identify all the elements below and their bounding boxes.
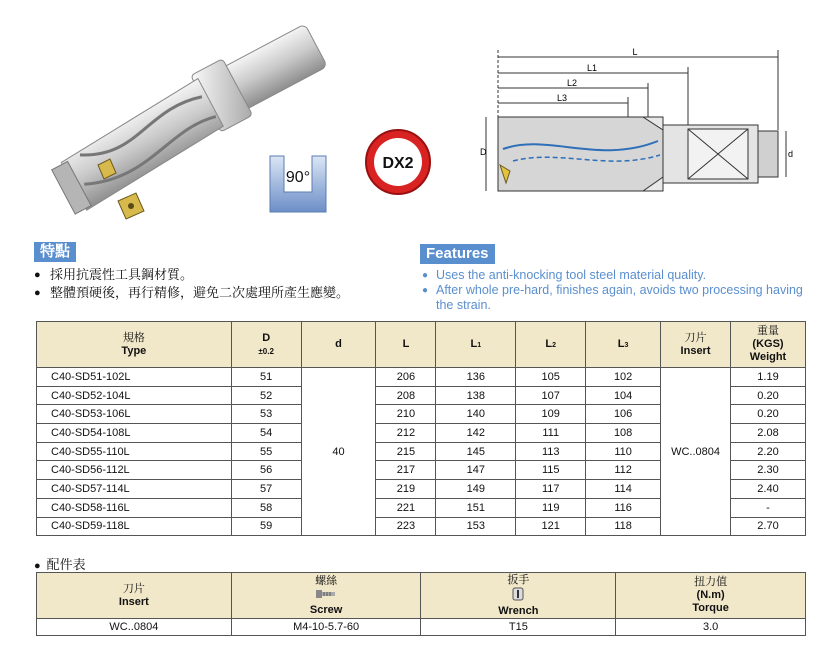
features-en-list bbox=[422, 268, 822, 313]
L3-cell: 112 bbox=[586, 461, 661, 480]
type-cell: C40-SD55-110L bbox=[37, 442, 232, 461]
L-cell: 210 bbox=[376, 405, 436, 424]
L-cell: 208 bbox=[376, 386, 436, 405]
L2-cell: 113 bbox=[516, 442, 586, 461]
L3-cell: 118 bbox=[586, 517, 661, 536]
col-L3: L3 bbox=[586, 322, 661, 368]
weight-cell: 1.19 bbox=[731, 368, 806, 387]
dx2-grade-badge-icon bbox=[364, 128, 432, 196]
L3-cell: 110 bbox=[586, 442, 661, 461]
table-row bbox=[37, 619, 806, 636]
grade-label: DX2 bbox=[382, 155, 414, 172]
L-cell: 223 bbox=[376, 517, 436, 536]
L2-cell: 111 bbox=[516, 424, 586, 443]
type-cell: C40-SD54-108L bbox=[37, 424, 232, 443]
col-L1: L1 bbox=[436, 322, 516, 368]
type-cell: C40-SD53-106L bbox=[37, 405, 232, 424]
d-cell: 40 bbox=[301, 368, 376, 536]
weight-cell: 2.30 bbox=[731, 461, 806, 480]
L2-cell: 119 bbox=[516, 498, 586, 517]
accessories-header-row bbox=[37, 573, 806, 619]
L1-cell: 140 bbox=[436, 405, 516, 424]
accessories-title: ● 配件表 bbox=[34, 554, 86, 573]
acc-screw-value: M4-10-5.7-60 bbox=[231, 619, 421, 636]
wrench-icon bbox=[510, 587, 526, 601]
type-cell: C40-SD58-116L bbox=[37, 498, 232, 517]
acc-wrench-value: T15 bbox=[421, 619, 616, 636]
L3-cell: 102 bbox=[586, 368, 661, 387]
L1-cell: 136 bbox=[436, 368, 516, 387]
L1-cell: 153 bbox=[436, 517, 516, 536]
L-cell: 219 bbox=[376, 480, 436, 499]
accessories-table bbox=[36, 572, 806, 636]
list-item: ● Uses the anti-knocking tool steel material quality. bbox=[422, 268, 822, 283]
spec-table bbox=[36, 321, 806, 536]
L1-cell: 147 bbox=[436, 461, 516, 480]
weight-cell: 2.40 bbox=[731, 480, 806, 499]
weight-cell: 2.20 bbox=[731, 442, 806, 461]
col-insert: 刀片 Insert bbox=[661, 322, 731, 368]
col-d: d bbox=[301, 322, 376, 368]
acc-insert-value: WC..0804 bbox=[37, 619, 232, 636]
acc-col-insert: 刀片 Insert bbox=[37, 573, 232, 619]
L2-cell: 115 bbox=[516, 461, 586, 480]
table-row bbox=[37, 368, 806, 387]
L2-cell: 105 bbox=[516, 368, 586, 387]
type-cell: C40-SD51-102L bbox=[37, 368, 232, 387]
D-cell: 54 bbox=[231, 424, 301, 443]
L-cell: 221 bbox=[376, 498, 436, 517]
L2-cell: 117 bbox=[516, 480, 586, 499]
dim-L1-label: L1 bbox=[586, 63, 598, 73]
L1-cell: 145 bbox=[436, 442, 516, 461]
acc-col-torque: 扭力值 (N.m) Torque bbox=[616, 573, 806, 619]
acc-col-screw: 螺絲 Screw bbox=[231, 573, 421, 619]
spec-header-row bbox=[37, 322, 806, 368]
dimension-drawing bbox=[478, 45, 796, 200]
angle-90-badge-icon bbox=[266, 152, 330, 216]
weight-cell: 0.20 bbox=[731, 405, 806, 424]
features-en-heading: Features bbox=[420, 244, 495, 264]
type-cell: C40-SD56-112L bbox=[37, 461, 232, 480]
L3-cell: 116 bbox=[586, 498, 661, 517]
D-cell: 59 bbox=[231, 517, 301, 536]
angle-label: 90° bbox=[285, 169, 311, 186]
dim-L-label: L bbox=[632, 47, 638, 57]
L2-cell: 107 bbox=[516, 386, 586, 405]
L1-cell: 138 bbox=[436, 386, 516, 405]
type-cell: C40-SD57-114L bbox=[37, 480, 232, 499]
D-cell: 51 bbox=[231, 368, 301, 387]
D-cell: 53 bbox=[231, 405, 301, 424]
L1-cell: 149 bbox=[436, 480, 516, 499]
col-L2: L2 bbox=[516, 322, 586, 368]
L1-cell: 142 bbox=[436, 424, 516, 443]
D-cell: 55 bbox=[231, 442, 301, 461]
dim-L2-label: L2 bbox=[566, 78, 578, 88]
acc-torque-value: 3.0 bbox=[616, 619, 806, 636]
list-item: ● After whole pre-hard, finishes again, avoids two processing having the strain. bbox=[422, 283, 822, 313]
col-D: D ±0.2 bbox=[231, 322, 301, 368]
D-cell: 57 bbox=[231, 480, 301, 499]
L3-cell: 114 bbox=[586, 480, 661, 499]
D-cell: 58 bbox=[231, 498, 301, 517]
features-zh-heading: 特點 bbox=[34, 242, 76, 262]
dim-L3-label: L3 bbox=[556, 93, 568, 103]
L2-cell: 109 bbox=[516, 405, 586, 424]
L2-cell: 121 bbox=[516, 517, 586, 536]
type-cell: C40-SD59-118L bbox=[37, 517, 232, 536]
list-item: ● 採用抗震性工具鋼材質。 bbox=[34, 266, 349, 284]
col-weight: 重量 (KGS) Weight bbox=[731, 322, 806, 368]
weight-cell: 0.20 bbox=[731, 386, 806, 405]
weight-cell: - bbox=[731, 498, 806, 517]
screw-icon bbox=[315, 588, 337, 600]
insert-cell: WC..0804 bbox=[661, 368, 731, 536]
L-cell: 217 bbox=[376, 461, 436, 480]
L-cell: 206 bbox=[376, 368, 436, 387]
L-cell: 212 bbox=[376, 424, 436, 443]
D-cell: 52 bbox=[231, 386, 301, 405]
L3-cell: 106 bbox=[586, 405, 661, 424]
col-L: L bbox=[376, 322, 436, 368]
weight-cell: 2.08 bbox=[731, 424, 806, 443]
col-type: 規格 Type bbox=[37, 322, 232, 368]
list-item: ● 整體預硬後，再行精修，避免二次處理所產生應變。 bbox=[34, 284, 349, 302]
L-cell: 215 bbox=[376, 442, 436, 461]
features-zh-list bbox=[34, 266, 349, 302]
D-cell: 56 bbox=[231, 461, 301, 480]
type-cell: C40-SD52-104L bbox=[37, 386, 232, 405]
L1-cell: 151 bbox=[436, 498, 516, 517]
acc-col-wrench: 扳手 Wrench bbox=[421, 573, 616, 619]
L3-cell: 108 bbox=[586, 424, 661, 443]
dim-D-label: D bbox=[480, 147, 487, 157]
L3-cell: 104 bbox=[586, 386, 661, 405]
weight-cell: 2.70 bbox=[731, 517, 806, 536]
dim-d-label: d bbox=[788, 149, 794, 159]
